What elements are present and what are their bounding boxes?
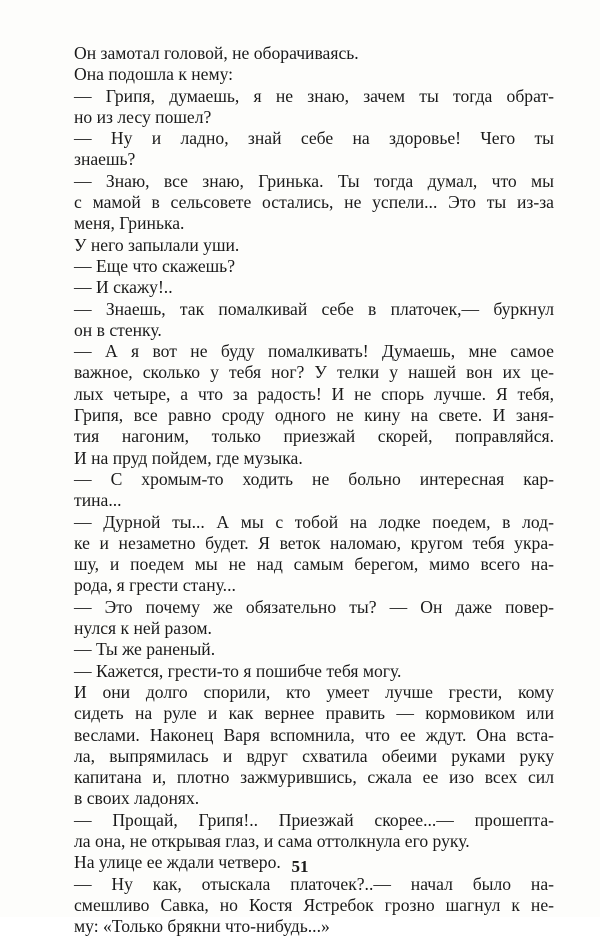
text-line: он в стенку. (74, 319, 162, 340)
body-text (74, 43, 554, 937)
text-line: Грипя, все равно сроду одного не кину на свете. И заня- (74, 405, 554, 426)
text-line: — И скажу!.. (74, 277, 173, 298)
text-line: рода, я грести стану... (74, 575, 236, 596)
text-line: — Дурной ты... А мы с тобой на лодке поедем, в лод- (74, 511, 554, 532)
text-line: лых четыре, а что за радость! И не спорь лучше. Я тебя, (74, 383, 554, 404)
text-line: — Кажется, грести-то я пошибче тебя могу. (74, 660, 402, 681)
text-line: — Знаю, все знаю, Гринька. Ты тогда думал, что мы (74, 170, 554, 191)
text-line: — Ну как, отыскала платочек?..— начал было на- (74, 873, 554, 894)
text-line: — Знаешь, так помалкивай себе в платочек,— буркнул (74, 298, 554, 319)
text-line: веслами. Наконец Варя вспомнила, что ее ждут. Она вста- (74, 724, 554, 745)
text-line: — А я вот не буду помалкивать! Думаешь, мне самое (74, 341, 554, 362)
text-line: Он замотал головой, не оборачиваясь. (74, 43, 359, 63)
text-line: нулся к ней разом. (74, 618, 212, 639)
text-line: И на пруд пойдем, где музыка. (74, 447, 303, 468)
text-line: — Еще что скажешь? (74, 255, 236, 276)
text-line: но из лесу пошел? (74, 106, 212, 127)
text-line: шу, и поедем мы не над самым берегом, мимо всего на- (74, 554, 554, 575)
text-line: Она подошла к нему: (74, 64, 234, 85)
text-line: смешливо Савка, но Костя Ястребок грозно шагнул к не- (74, 894, 554, 915)
text-line: тия нагоним, только приезжай скорей, поправляйся. (74, 426, 554, 447)
text-line: капитана и, плотно зажмурившись, сжала ее изо всех сил (74, 767, 554, 788)
text-line: в своих ладонях. (74, 788, 200, 809)
text-line: — С хромым-то ходить не больно интересная кар- (74, 468, 554, 489)
text-line: меня, Гринька. (74, 213, 185, 234)
text-line: тина... (74, 490, 122, 511)
text-line: ке и незаметно будет. Я веток наломаю, кругом тебя укра- (74, 532, 554, 553)
text-line: И они долго спорили, кто умеет лучше грести, кому (74, 681, 554, 702)
page-number: 51 (291, 857, 309, 876)
text-line: — Грипя, думаешь, я не знаю, зачем ты тогда обрат- (74, 85, 554, 106)
text-line: — Прощай, Грипя!.. Приезжай скорее...— прошепта- (74, 809, 554, 830)
text-line: У него запылали уши. (74, 234, 240, 255)
text-line: На улице ее ждали четверо. (74, 852, 281, 873)
text-line: сидеть на руле и как вернее править — кормовиком или (74, 703, 554, 724)
text-line: — Ну и ладно, знай себе на здоровье! Чего ты (74, 128, 554, 149)
text-line: знаешь? (74, 149, 136, 170)
text-line: — Ты же раненый. (74, 639, 216, 660)
text-line: ла она, не открывая глаз, и сама оттолкнула его руку. (74, 830, 470, 851)
text-line: — Это почему же обязательно ты? — Он даже повер- (74, 596, 554, 617)
text-line: с мамой в сельсовете остались, не успели... Это ты из-за (74, 192, 554, 213)
text-line: важное, сколько у тебя ног? У телки у нашей вон их це- (74, 362, 554, 383)
text-line: ла, выпрямилась и вдруг схватила обеими руками руку (74, 745, 554, 766)
text-line: му: «Только брякни что-нибудь...» (74, 916, 330, 937)
